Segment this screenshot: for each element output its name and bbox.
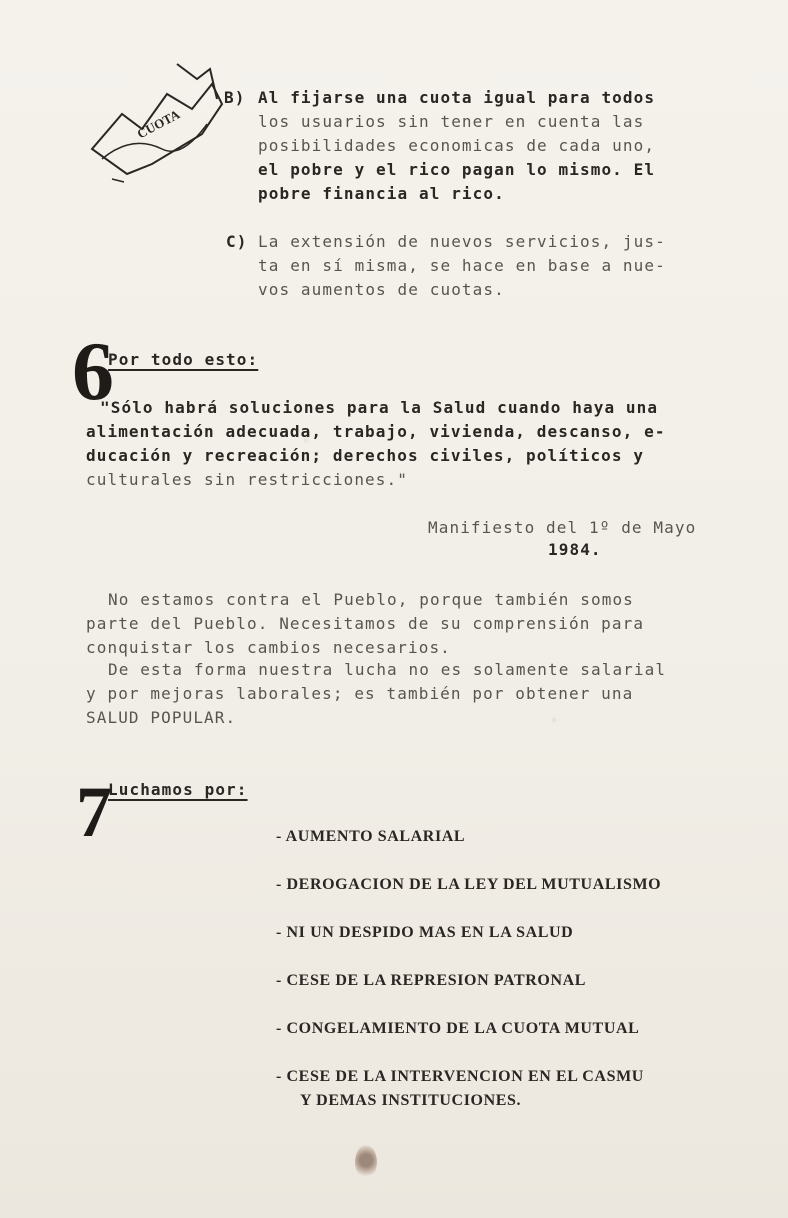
section-b-line-2: los usuarios sin tener en cuenta las (258, 112, 645, 131)
section-6-quote-line-4: culturales sin restricciones." (86, 470, 408, 489)
source-line-1: Manifiesto del 1º de Mayo (428, 518, 697, 537)
demand-item-6: - CESE DE LA INTERVENCION EN EL CASMU (276, 1068, 644, 1085)
paragraph-line-5: y por mejoras laborales; es también por obtener una (86, 684, 634, 703)
paragraph-line-3: conquistar los cambios necesarios. (86, 638, 451, 657)
demand-item-2: - DEROGACION DE LA LEY DEL MUTUALISMO (276, 876, 662, 893)
section-6-number: 6 (72, 325, 114, 418)
demand-item-4: - CESE DE LA REPRESION PATRONAL (276, 972, 587, 989)
hand-cuota-icon (82, 54, 227, 189)
demand-item-3: - NI UN DESPIDO MAS EN LA SALUD (276, 924, 574, 941)
paragraph-line-6: SALUD POPULAR. (86, 708, 237, 727)
section-c-marker: C) (226, 232, 248, 251)
paragraph-line-1: No estamos contra el Pueblo, porque también somos (108, 590, 634, 609)
section-b-line-5: pobre financia al rico. (258, 184, 505, 203)
section-6-quote-line-3: ducación y recreación; derechos civiles, políticos y (86, 446, 645, 465)
section-6-quote-line-1: "Sólo habrá soluciones para la Salud cuando haya una (100, 398, 659, 417)
paragraph-line-4: De esta forma nuestra lucha no es solamente salarial (108, 660, 667, 679)
section-7-heading: Luchamos por: (108, 780, 248, 799)
demand-item-1: - AUMENTO SALARIAL (276, 828, 466, 845)
section-b-line-3: posibilidades economicas de cada uno, (258, 136, 656, 155)
source-line-2: 1984. (548, 540, 602, 559)
section-c-line-1: La extensión de nuevos servicios, jus- (258, 232, 666, 251)
paragraph-line-2: parte del Pueblo. Necesitamos de su comprensión para (86, 614, 645, 633)
section-6-heading: Por todo esto: (108, 350, 259, 369)
logo-text: CUOTA (134, 106, 183, 142)
section-7-number: 7 (76, 772, 112, 852)
demand-item-6-continuation: Y DEMAS INSTITUCIONES. (300, 1092, 522, 1109)
section-b-marker: B) (224, 88, 246, 107)
section-c-line-3: vos aumentos de cuotas. (258, 280, 505, 299)
section-c-line-2: ta en sí misma, se hace en base a nue- (258, 256, 666, 275)
section-b-line-4: el pobre y el rico pagan lo mismo. El (258, 160, 656, 179)
ink-stain (355, 1145, 377, 1179)
demand-item-5: - CONGELAMIENTO DE LA CUOTA MUTUAL (276, 1020, 640, 1037)
section-6-quote-line-2: alimentación adecuada, trabajo, vivienda, descanso, e- (86, 422, 666, 441)
section-b-line-1: Al fijarse una cuota igual para todos (258, 88, 656, 107)
